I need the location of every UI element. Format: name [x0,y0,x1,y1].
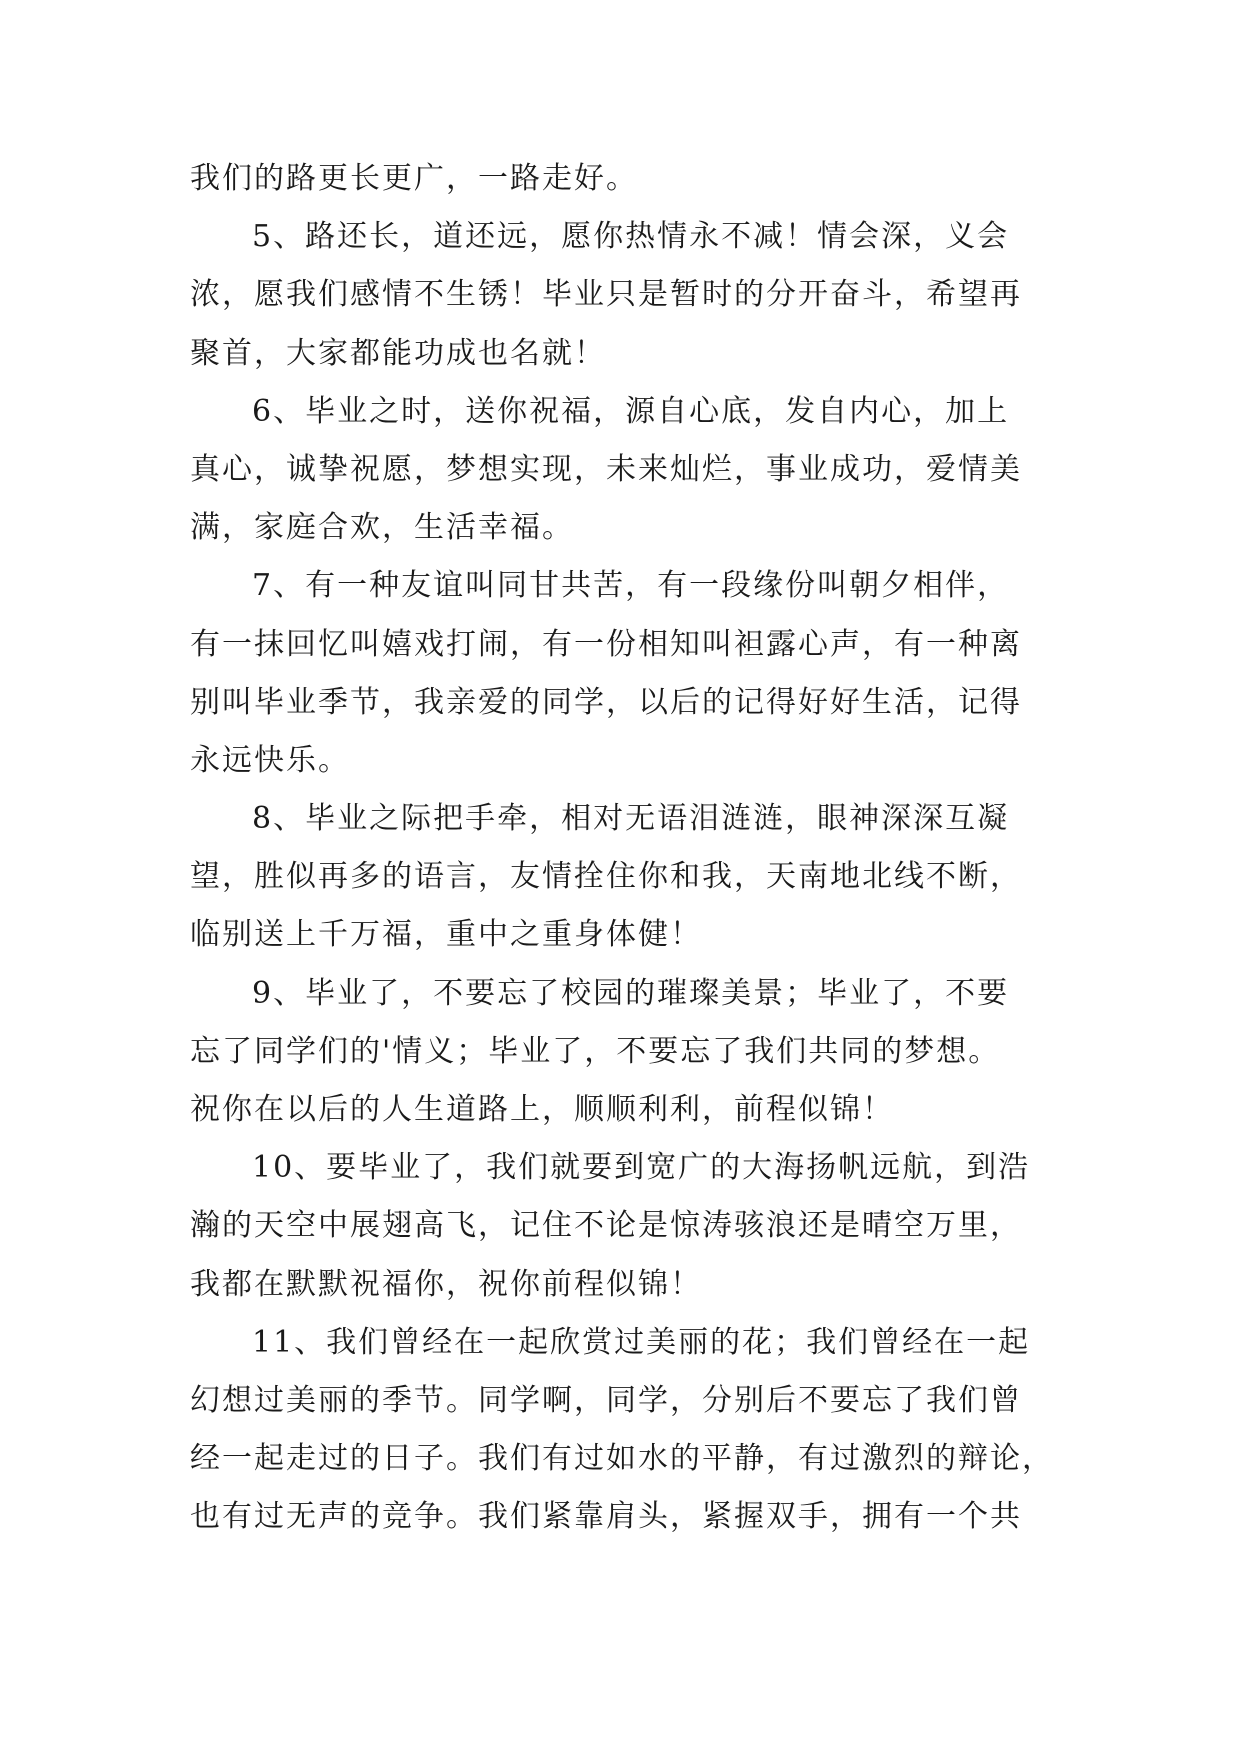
paragraph-8-line: 8、毕业之际把手牵，相对无语泪涟涟，眼神深深互凝 [252,801,1010,837]
paragraph-11-line: 也有过无声的竞争。我们紧靠肩头，紧握双手，拥有一个共 [190,1499,1022,1535]
document-page [190,150,1052,1547]
paragraph-5-line: 5、路还长，道还远，愿你热情永不减！情会深，义会 [252,219,1010,255]
paragraph-9-line: 祝你在以后的人生道路上，顺顺利利，前程似锦！ [190,1092,894,1127]
paragraph-11-line: 经一起走过的日子。我们有过如水的平静，有过激烈的辩论， [190,1441,1054,1477]
paragraph-9-line: 忘了同学们的'情义；毕业了，不要忘了我们共同的梦想。 [190,1033,1001,1069]
paragraph-6-line: 满，家庭合欢，生活幸福。 [190,510,574,546]
paragraph-7-line: 别叫毕业季节，我亲爱的同学，以后的记得好好生活，记得 [190,684,1022,720]
paragraph-7-line: 7、有一种友谊叫同甘共苦，有一段缘份叫朝夕相伴， [252,568,1010,604]
paragraph-11-line: 11、我们曾经在一起欣赏过美丽的花；我们曾经在一起 [252,1324,1031,1360]
paragraph-7-line: 永远快乐。 [190,742,350,778]
paragraph-5-line: 聚首，大家都能功成也名就！ [190,335,606,371]
paragraph-5-line: 浓，愿我们感情不生锈！毕业只是暂时的分开奋斗，希望再 [190,277,1022,313]
paragraph-7-line: 有一抹回忆叫嬉戏打闹，有一份相知叫袒露心声，有一种离 [190,626,1022,662]
paragraph-8-line: 临别送上千万福，重中之重身体健！ [190,917,702,953]
paragraph-9-line: 9、毕业了，不要忘了校园的璀璨美景；毕业了，不要 [252,975,1010,1011]
paragraph-10-line: 10、要毕业了，我们就要到宽广的大海扬帆远航，到浩 [252,1150,1031,1186]
paragraph-6-line: 真心，诚挚祝愿，梦想实现，未来灿烂，事业成功，爱情美 [190,451,1022,487]
paragraph-11-line: 幻想过美丽的季节。同学啊，同学，分别后不要忘了我们曾 [190,1382,1022,1418]
paragraph-6-line: 6、毕业之时，送你祝福，源自心底，发自内心，加上 [252,393,1010,429]
text-line: 我们的路更长更广，一路走好。 [190,161,638,196]
paragraph-10-line: 瀚的天空中展翅高飞，记住不论是惊涛骇浪还是晴空万里， [190,1208,1022,1244]
paragraph-10-line: 我都在默默祝福你，祝你前程似锦！ [190,1266,702,1302]
paragraph-8-line: 望，胜似再多的语言，友情拴住你和我，天南地北线不断， [190,859,1022,895]
